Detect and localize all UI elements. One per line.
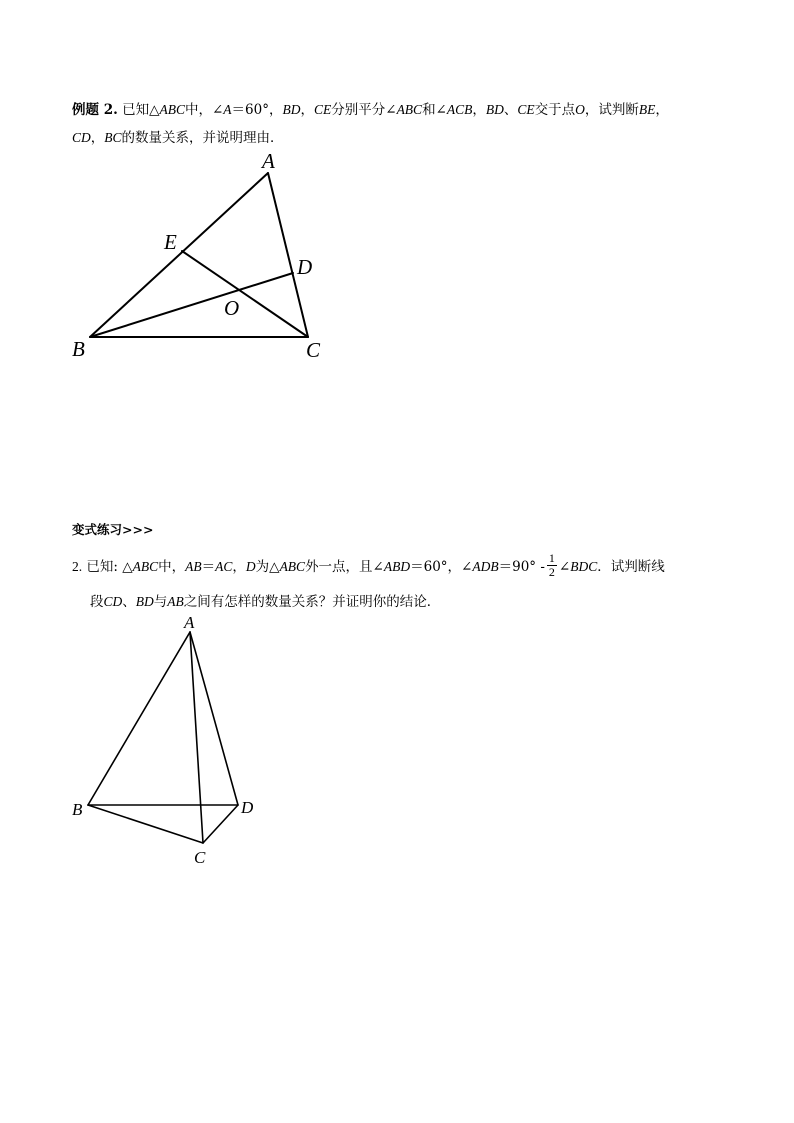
label-o: O <box>224 296 240 320</box>
math-bd: BD <box>485 102 504 117</box>
segment-ad <box>190 632 238 805</box>
label-a: A <box>262 149 275 173</box>
text: ＝90° - <box>498 559 545 575</box>
label-e: E <box>164 230 177 254</box>
math-abc: ABC <box>396 102 423 117</box>
math-cd: CD <box>72 130 91 145</box>
math-ac: AC <box>215 559 233 574</box>
math-adb: ADB <box>472 559 499 574</box>
text: ＝60°，∠ <box>410 559 473 575</box>
text: ∠ <box>558 559 571 575</box>
segment-cd <box>203 805 238 843</box>
label-b: B <box>72 337 85 361</box>
text: 的数量关系，并说明理由． <box>121 130 284 146</box>
math-bdc: BDC <box>570 559 598 574</box>
text: 中，∠ <box>184 102 224 118</box>
segment-ac <box>190 632 203 843</box>
label-d: D <box>241 798 254 817</box>
label-b: B <box>72 800 83 819</box>
text: 和∠ <box>422 102 447 118</box>
text: 外一点，且∠ <box>305 559 384 575</box>
text: ， <box>655 102 669 118</box>
text: 交于点 <box>534 102 576 118</box>
label-c: C <box>194 848 206 867</box>
math-d: D <box>245 559 256 574</box>
label-d: D <box>297 255 313 279</box>
problem-number: 2. <box>72 559 83 574</box>
text: ，试判断 <box>584 102 639 118</box>
label-a: A <box>184 613 195 632</box>
text: 分别平分∠ <box>331 102 397 118</box>
math-cd: CD <box>103 594 123 609</box>
math-ce: CE <box>517 102 535 117</box>
math-abc: ABC <box>279 559 306 574</box>
label-c: C <box>306 338 321 362</box>
fraction-numerator: 1 <box>548 551 555 565</box>
math-abd: ABD <box>383 559 411 574</box>
text: ， <box>90 130 105 146</box>
math-ab: AB <box>185 559 202 574</box>
math-bd: BD <box>282 102 301 117</box>
text: 已知△ <box>122 102 160 118</box>
math-o: O <box>575 102 585 117</box>
text: 段 <box>90 594 104 610</box>
math-bd: BD <box>135 594 154 609</box>
fraction-denominator: 2 <box>548 565 555 579</box>
math-acb: ACB <box>446 102 473 117</box>
text: 为△ <box>255 559 280 575</box>
math-abc: ABC <box>159 102 185 117</box>
math-abc: ABC <box>132 559 159 574</box>
text: 之间有怎样的数量关系？并证明你的结论． <box>183 594 441 610</box>
text: ＝60°， <box>231 102 283 118</box>
variant-heading: 变式练习>>> <box>72 522 154 537</box>
text: 与 <box>153 594 168 610</box>
segment-ab <box>88 632 190 805</box>
math-ab: AB <box>167 594 184 609</box>
text: ， <box>472 102 486 118</box>
text: 已知: △ <box>86 559 133 575</box>
math-a: A <box>223 102 232 117</box>
text: ．试判断线 <box>597 559 665 575</box>
segment-bc <box>88 805 203 843</box>
example2-label: 例题 2. <box>72 102 118 118</box>
text: 、 <box>503 102 518 118</box>
math-bc: BC <box>104 130 122 145</box>
text: ＝ <box>201 559 216 575</box>
text: ， <box>300 102 314 118</box>
text: ， <box>232 559 246 575</box>
math-ce: CE <box>313 102 332 117</box>
text: 、 <box>122 594 136 610</box>
math-be: BE <box>638 102 656 117</box>
text: 中， <box>158 559 186 575</box>
